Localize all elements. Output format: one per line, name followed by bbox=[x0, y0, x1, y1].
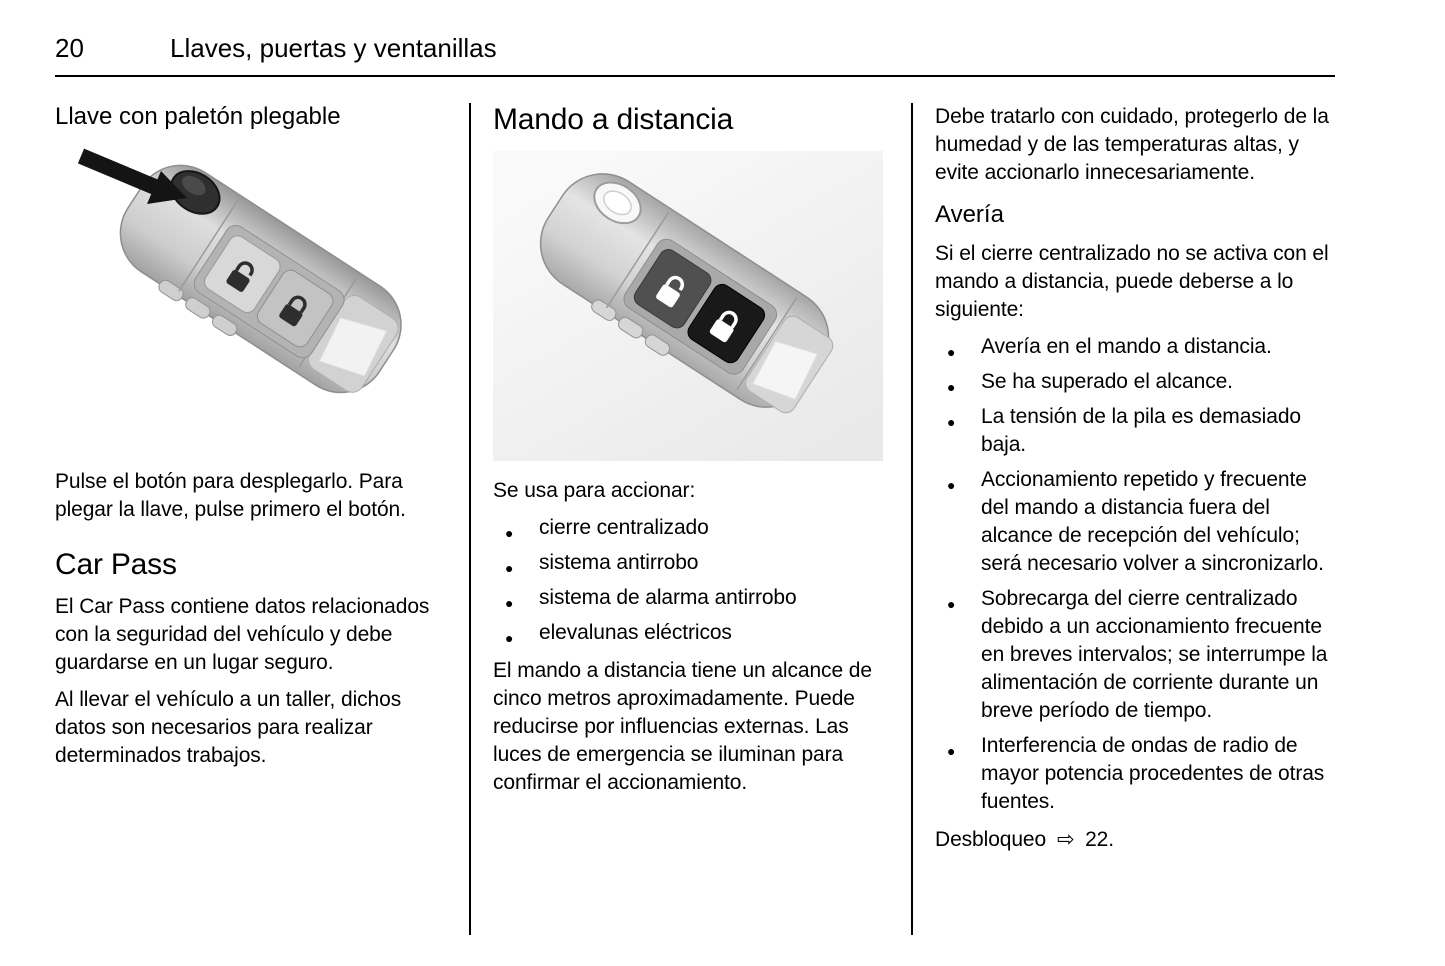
list-item: ● Avería en el mando a distancia. bbox=[935, 333, 1333, 361]
column-divider bbox=[469, 103, 471, 935]
column-left bbox=[55, 103, 445, 935]
heading-fault: Avería bbox=[935, 200, 1004, 228]
remote-functions-list bbox=[493, 514, 890, 647]
page-number: 20 bbox=[55, 33, 84, 63]
remote-key-figure bbox=[493, 151, 883, 461]
cross-reference-label: Desbloqueo bbox=[935, 828, 1047, 852]
column-middle bbox=[493, 103, 890, 935]
content-columns bbox=[55, 103, 1335, 935]
fault-causes-list bbox=[935, 333, 1333, 816]
heading-flip-key: Llave con paletón plegable bbox=[55, 102, 341, 130]
flip-key-figure bbox=[55, 142, 445, 452]
chapter-title: Llaves, puertas y ventanillas bbox=[170, 33, 497, 63]
list-item: ● Se ha superado el alcance. bbox=[935, 368, 1333, 396]
page-reference-arrow-icon: ⇨ bbox=[1056, 828, 1075, 852]
cross-reference bbox=[935, 826, 1333, 854]
flip-key-illustration bbox=[55, 142, 445, 452]
list-item: ● sistema antirrobo bbox=[493, 549, 890, 577]
remote-key-illustration bbox=[493, 151, 883, 461]
care-paragraph: Debe tratarlo con cuidado, protegerlo de la humedad y de las temperaturas altas, y evite accionarlo innecesariamente. bbox=[935, 104, 1329, 184]
list-item: ● cierre centralizado bbox=[493, 514, 890, 542]
column-divider bbox=[911, 103, 913, 935]
list-item: ● Sobrecarga del cierre centralizado debido a un accionamiento frecuente en breves intervalos; se interrumpe la alimentación de corriente durante un breve período de tiempo. bbox=[935, 585, 1333, 725]
car-pass-paragraph-2: Al llevar el vehículo a un taller, dichos datos son necesarios para realizar determinados trabajos. bbox=[55, 687, 402, 767]
remote-range-paragraph: El mando a distancia tiene un alcance de cinco metros aproximadamente. Puede reducirse por influencias externas. Las luces de emergencia se iluminan para confirmar el accionamiento. bbox=[493, 659, 872, 795]
list-item: ● La tensión de la pila es demasiado baja. bbox=[935, 403, 1333, 459]
list-item: ● sistema de alarma antirrobo bbox=[493, 584, 890, 612]
car-pass-paragraph-1: El Car Pass contiene datos relacionados con la seguridad del vehículo y debe guardarse en un lugar seguro. bbox=[55, 594, 430, 674]
column-right bbox=[935, 103, 1333, 935]
remote-intro: Se usa para accionar: bbox=[493, 479, 696, 503]
cross-reference-page: 22. bbox=[1085, 828, 1114, 852]
list-item: ● elevalunas eléctricos bbox=[493, 619, 890, 647]
list-item: ● Accionamiento repetido y frecuente del mando a distancia fuera del alcance de recepción del vehículo; será necesario volver a sincronizarlo. bbox=[935, 466, 1333, 578]
flip-key-paragraph: Pulse el botón para desplegarlo. Para plegar la llave, pulse primero el botón. bbox=[55, 470, 406, 522]
page-header bbox=[55, 34, 1335, 77]
list-item: ● Interferencia de ondas de radio de mayor potencia procedentes de otras fuentes. bbox=[935, 732, 1333, 816]
heading-remote-control: Mando a distancia bbox=[493, 102, 734, 136]
heading-car-pass: Car Pass bbox=[55, 548, 177, 582]
fault-intro-paragraph: Si el cierre centralizado no se activa con el mando a distancia, puede deberse a lo siguiente: bbox=[935, 242, 1329, 322]
